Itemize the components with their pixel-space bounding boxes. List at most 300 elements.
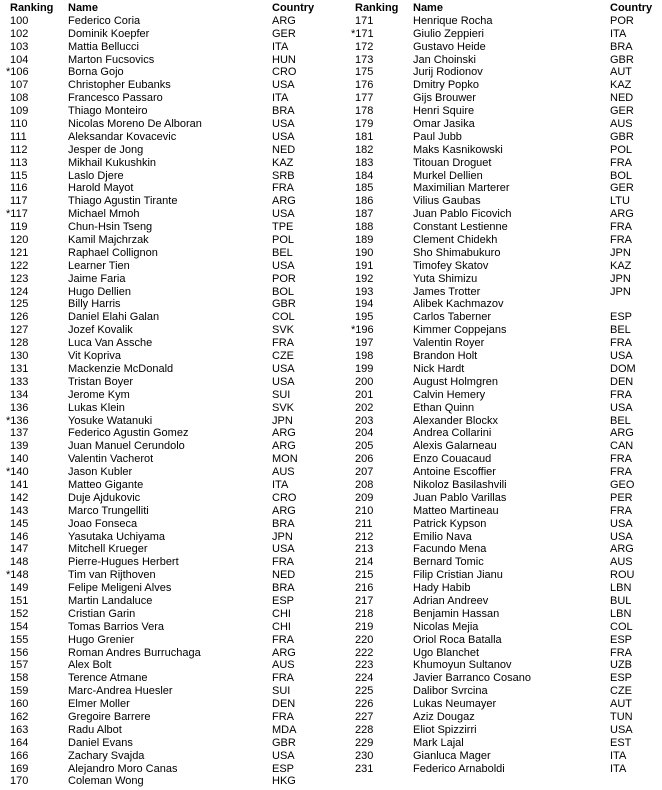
country-cell: GBR: [272, 736, 296, 749]
country-cell: DOM: [610, 362, 636, 375]
ranking-cell: 142: [10, 491, 29, 504]
ranking-cell: 202: [355, 401, 374, 414]
table-row: [10, 479, 326, 492]
table-header-left: [10, 2, 326, 15]
table-row: [10, 363, 326, 376]
country-cell: ESP: [272, 762, 295, 775]
table-row: [10, 170, 326, 183]
name-cell: Gianluca Mager: [413, 749, 491, 762]
country-cell: POR: [272, 272, 296, 285]
name-cell: Eliot Spizzirri: [413, 723, 477, 736]
table-row: [355, 350, 657, 363]
ranking-cell: 134: [10, 388, 29, 401]
country-cell: KAZ: [272, 156, 294, 169]
table-row: [10, 595, 326, 608]
table-row: [355, 543, 657, 556]
name-cell: Daniel Evans: [68, 736, 133, 749]
ranking-cell: 183: [355, 156, 374, 169]
ranking-cell: 158: [10, 672, 29, 685]
name-cell: Hugo Grenier: [68, 633, 135, 646]
ranking-cell: 187: [355, 208, 374, 221]
country-cell: JPN: [272, 530, 293, 543]
table-row: [10, 221, 326, 234]
name-cell: Matteo Gigante: [68, 478, 144, 491]
table-row: [355, 505, 657, 518]
country-cell: ARG: [272, 14, 296, 27]
country-cell: EST: [610, 736, 632, 749]
name-cell: Alibek Kachmazov: [413, 298, 504, 311]
country-cell: POL: [272, 234, 295, 247]
country-cell: SVK: [272, 324, 295, 337]
table-row: [355, 337, 657, 350]
ranking-cell: 177: [355, 92, 374, 105]
name-cell: Luca Van Assche: [68, 337, 153, 350]
name-cell: Aziz Dougaz: [413, 710, 475, 723]
table-row: [355, 66, 657, 79]
name-cell: Harold Mayot: [68, 182, 134, 195]
country-cell: BRA: [272, 517, 295, 530]
table-row: [10, 118, 326, 131]
ranking-cell: 195: [355, 311, 374, 324]
name-cell: Yasutaka Uchiyama: [68, 530, 166, 543]
name-cell: Francesco Passaro: [68, 92, 163, 105]
name-cell: Mikhail Kukushkin: [68, 156, 157, 169]
name-cell: Thiago Monteiro: [68, 105, 148, 118]
name-cell: Kamil Majchrzak: [68, 234, 149, 247]
country-cell: JPN: [610, 272, 631, 285]
name-cell: Matteo Martineau: [413, 504, 499, 517]
name-cell: Gijs Brouwer: [413, 92, 476, 105]
country-cell: ITA: [272, 478, 289, 491]
table-row: [10, 711, 326, 724]
name-cell: Patrick Kypson: [413, 517, 487, 530]
country-cell: USA: [610, 723, 633, 736]
table-row: [351, 27, 657, 41]
country-cell: GBR: [610, 130, 634, 143]
ranking-cell: 160: [10, 698, 29, 711]
table-row: [10, 234, 326, 247]
ranking-cell: 207: [355, 466, 374, 479]
name-cell: Nicolas Moreno De Alboran: [68, 118, 202, 131]
ranking-cell: 116: [10, 182, 28, 195]
table-row: [10, 621, 326, 634]
name-cell: Nikoloz Basilashvili: [413, 478, 507, 491]
table-row: [10, 402, 326, 415]
table-row: [355, 415, 657, 428]
name-cell: Paul Jubb: [413, 130, 462, 143]
ranking-cell: *136: [6, 414, 29, 427]
ranking-cell: 215: [355, 569, 374, 582]
table-row: [355, 170, 657, 183]
table-row: [10, 543, 326, 556]
table-row: [10, 698, 326, 711]
name-cell: Ethan Quinn: [413, 401, 475, 414]
name-cell: Timofey Skatov: [413, 259, 489, 272]
country-cell: CAN: [610, 440, 634, 453]
name-cell: Mark Lajal: [413, 736, 464, 749]
country-cell: USA: [272, 259, 295, 272]
table-row: [355, 118, 657, 131]
country-cell: NED: [272, 143, 296, 156]
name-cell: Hugo Dellien: [68, 285, 131, 298]
table-row: [355, 79, 657, 92]
country-cell: SVK: [272, 401, 295, 414]
country-cell: GER: [610, 105, 634, 118]
table-row: [355, 195, 657, 208]
table-row: [10, 389, 326, 402]
ranking-cell: 154: [10, 620, 29, 633]
name-cell: Dalibor Svrcina: [413, 685, 488, 698]
country-cell: USA: [272, 208, 295, 221]
country-cell: ITA: [272, 40, 289, 53]
country-cell: FRA: [272, 182, 294, 195]
ranking-cell: 147: [10, 543, 29, 556]
name-cell: Ugo Blanchet: [413, 646, 480, 659]
name-cell: Jesper de Jong: [68, 143, 144, 156]
country-cell: FRA: [610, 221, 632, 234]
name-cell: Brandon Holt: [413, 350, 478, 363]
ranking-cell: 143: [10, 504, 29, 517]
name-cell: Alex Bolt: [68, 659, 112, 672]
ranking-cell: 226: [355, 698, 374, 711]
name-cell: Valentin Royer: [413, 337, 485, 350]
table-row: [10, 440, 326, 453]
ranking-cell: 112: [10, 143, 28, 156]
name-cell: Henrique Rocha: [413, 14, 493, 27]
country-cell: FRA: [610, 466, 632, 479]
country-cell: ARG: [272, 427, 296, 440]
name-cell: Carlos Taberner: [413, 311, 492, 324]
ranking-cell: 152: [10, 607, 29, 620]
name-cell: Juan Pablo Ficovich: [413, 208, 512, 221]
ranking-cell: 191: [355, 259, 374, 272]
ranking-cell: 172: [355, 40, 374, 53]
country-cell: JPN: [610, 246, 631, 259]
ranking-cell: 128: [10, 337, 29, 350]
table-row: [355, 54, 657, 67]
ranking-cell: 131: [10, 362, 29, 375]
ranking-cell: 219: [355, 620, 374, 633]
ranking-cell: 130: [10, 350, 29, 363]
country-cell: NED: [610, 92, 634, 105]
ranking-cell: 210: [355, 504, 374, 517]
table-row: [355, 453, 657, 466]
country-column-header: Country: [272, 2, 315, 14]
name-cell: Yuta Shimizu: [413, 272, 478, 285]
name-cell: Hady Habib: [413, 582, 471, 595]
ranking-cell: 211: [355, 517, 373, 530]
table-row: [355, 466, 657, 479]
ranking-cell: 123: [10, 272, 29, 285]
ranking-cell: 188: [355, 221, 374, 234]
country-cell: FRA: [272, 672, 294, 685]
country-cell: ARG: [610, 208, 634, 221]
ranking-cell: 170: [10, 775, 29, 788]
country-cell: USA: [610, 530, 633, 543]
name-cell: Pierre-Hugues Herbert: [68, 556, 179, 569]
table-row: [10, 105, 326, 118]
ranking-cell: 148: [10, 556, 29, 569]
name-cell: Zachary Svajda: [68, 749, 145, 762]
name-cell: Vit Kopriva: [68, 350, 121, 363]
country-cell: CZE: [272, 350, 294, 363]
country-cell: FRA: [610, 388, 632, 401]
name-cell: Alexander Blockx: [413, 414, 498, 427]
ranking-cell: 164: [10, 736, 29, 749]
table-row: [355, 389, 657, 402]
name-cell: Sho Shimabukuro: [413, 246, 501, 259]
table-row: [10, 634, 326, 647]
table-row: [10, 15, 326, 28]
country-cell: CHI: [272, 620, 291, 633]
table-row: [10, 298, 326, 311]
country-cell: BOL: [272, 285, 295, 298]
ranking-cell: 113: [10, 156, 28, 169]
name-cell: Michael Mmoh: [68, 208, 140, 221]
ranking-cell: 162: [10, 710, 29, 723]
name-column-header: Name: [68, 2, 98, 14]
table-row: [10, 92, 326, 105]
table-row: [355, 311, 657, 324]
name-cell: Billy Harris: [68, 298, 121, 311]
ranking-cell: 121: [10, 246, 29, 259]
table-row: [355, 208, 657, 221]
name-cell: Joao Fonseca: [68, 517, 138, 530]
table-row: [355, 595, 657, 608]
name-cell: Marc-Andrea Huesler: [68, 685, 173, 698]
country-cell: ARG: [272, 504, 296, 517]
table-row: [355, 518, 657, 531]
country-cell: AUT: [610, 66, 632, 79]
country-cell: FRA: [610, 504, 632, 517]
country-cell: POL: [610, 143, 633, 156]
name-cell: Elmer Moller: [68, 698, 130, 711]
ranking-cell: *106: [6, 66, 29, 79]
country-cell: USA: [272, 375, 295, 388]
ranking-cell: 125: [10, 298, 29, 311]
table-row: [10, 54, 326, 67]
table-row: [355, 569, 657, 582]
table-row: [10, 324, 326, 337]
country-cell: JPN: [272, 414, 293, 427]
ranking-cell: 115: [10, 169, 28, 182]
table-row: [6, 66, 326, 79]
country-cell: [610, 298, 657, 311]
name-cell: Maks Kasnikowski: [413, 143, 503, 156]
table-row: [10, 531, 326, 544]
table-row: [355, 659, 657, 672]
table-row: [355, 634, 657, 647]
ranking-cell: 126: [10, 311, 29, 324]
name-cell: Javier Barranco Cosano: [413, 672, 532, 685]
table-row: [355, 440, 657, 453]
country-cell: BOL: [610, 169, 633, 182]
country-cell: BEL: [610, 414, 631, 427]
ranking-cell: 201: [355, 388, 374, 401]
name-cell: Murkel Dellien: [413, 169, 483, 182]
ranking-cell: 182: [355, 143, 374, 156]
name-cell: Marton Fucsovics: [68, 53, 155, 66]
ranking-cell: 156: [10, 646, 29, 659]
name-cell: Mackenzie McDonald: [68, 362, 174, 375]
table-row: [10, 41, 326, 54]
ranking-cell: 224: [355, 672, 374, 685]
country-cell: PER: [610, 491, 633, 504]
table-row: [355, 621, 657, 634]
ranking-cell: 223: [355, 659, 374, 672]
table-row: [355, 221, 657, 234]
country-cell: ARG: [610, 427, 634, 440]
country-cell: GEO: [610, 478, 635, 491]
name-cell: Andrea Collarini: [413, 427, 492, 440]
table-body-left: [6, 14, 326, 788]
ranking-cell: 110: [10, 118, 28, 131]
country-cell: ARG: [272, 646, 296, 659]
table-row: [10, 763, 326, 776]
country-cell: SUI: [272, 685, 291, 698]
table-row: [10, 737, 326, 750]
country-cell: USA: [272, 362, 295, 375]
ranking-cell: *117: [6, 208, 28, 221]
rankings-table-left: [6, 2, 326, 788]
name-cell: Kimmer Coppejans: [413, 324, 507, 337]
country-cell: TPE: [272, 221, 294, 234]
table-row: [10, 157, 326, 170]
country-cell: BRA: [610, 40, 633, 53]
table-row: [10, 195, 326, 208]
table-row: [6, 569, 326, 582]
name-cell: Jason Kubler: [68, 466, 133, 479]
name-cell: Jozef Kovalik: [68, 324, 133, 337]
country-cell: ESP: [610, 633, 633, 646]
ranking-cell: 205: [355, 440, 374, 453]
table-row: [355, 105, 657, 118]
table-row: [10, 582, 326, 595]
table-row: [10, 685, 326, 698]
table-row: [355, 763, 657, 776]
table-row: [355, 531, 657, 544]
name-cell: Aleksandar Kovacevic: [68, 130, 177, 143]
table-row: [355, 376, 657, 389]
ranking-cell: 146: [10, 530, 29, 543]
country-cell: HUN: [272, 53, 296, 66]
table-row: [10, 672, 326, 685]
country-cell: LBN: [610, 607, 632, 620]
table-row: [6, 208, 326, 221]
name-cell: Coleman Wong: [68, 775, 144, 788]
ranking-cell: 107: [10, 79, 29, 92]
country-cell: FRA: [272, 337, 294, 350]
table-row: [351, 324, 657, 337]
name-cell: Martin Landaluce: [68, 594, 153, 607]
table-row: [355, 582, 657, 595]
ranking-cell: 155: [10, 633, 29, 646]
table-row: [6, 414, 326, 428]
ranking-cell: 213: [355, 543, 374, 556]
ranking-cell: 145: [10, 517, 29, 530]
country-cell: KAZ: [610, 259, 632, 272]
table-body-right: [351, 14, 657, 776]
table-row: [355, 402, 657, 415]
name-cell: Yosuke Watanuki: [68, 414, 153, 427]
ranking-cell: 179: [355, 118, 374, 131]
country-cell: NED: [272, 569, 296, 582]
ranking-cell: 190: [355, 246, 374, 259]
ranking-cell: 140: [10, 453, 29, 466]
table-row: [10, 337, 326, 350]
table-row: [10, 311, 326, 324]
table-row: [10, 453, 326, 466]
country-cell: BRA: [272, 582, 295, 595]
country-cell: FRA: [272, 710, 294, 723]
country-cell: USA: [272, 118, 295, 131]
name-cell: Gregoire Barrere: [68, 710, 151, 723]
name-cell: Dominik Koepfer: [68, 27, 150, 40]
country-cell: FRA: [610, 646, 632, 659]
country-cell: USA: [610, 517, 633, 530]
table-row: [10, 608, 326, 621]
ranking-cell: *196: [351, 324, 374, 337]
table-row: [355, 479, 657, 492]
country-cell: ARG: [610, 543, 634, 556]
ranking-cell: 109: [10, 105, 29, 118]
country-cell: SRB: [272, 169, 295, 182]
table-row: [355, 724, 657, 737]
name-cell: August Holmgren: [413, 375, 498, 388]
name-cell: Federico Agustin Gomez: [68, 427, 189, 440]
ranking-cell: 169: [10, 762, 29, 775]
name-cell: Oriol Roca Batalla: [413, 633, 502, 646]
name-cell: Calvin Hemery: [413, 388, 486, 401]
table-row: [10, 144, 326, 157]
name-cell: Mattia Bellucci: [68, 40, 139, 53]
country-cell: GER: [610, 182, 634, 195]
name-cell: Juan Pablo Varillas: [413, 491, 507, 504]
table-row: [355, 286, 657, 299]
name-cell: Tristan Boyer: [68, 375, 134, 388]
name-cell: Alexis Galarneau: [413, 440, 497, 453]
table-row: [10, 273, 326, 286]
ranking-cell: 122: [10, 259, 29, 272]
country-cell: FRA: [610, 453, 632, 466]
name-cell: Khumoyun Sultanov: [413, 659, 512, 672]
table-header-right: [355, 2, 657, 15]
ranking-cell: 117: [10, 195, 28, 208]
ranking-cell: 230: [355, 749, 374, 762]
ranking-cell: 194: [355, 298, 374, 311]
ranking-cell: 227: [355, 710, 374, 723]
name-cell: Clement Chidekh: [413, 234, 498, 247]
ranking-cell: 199: [355, 362, 374, 375]
country-cell: KAZ: [610, 79, 632, 92]
country-cell: CRO: [272, 66, 297, 79]
ranking-cell: 186: [355, 195, 374, 208]
table-row: [355, 92, 657, 105]
name-cell: Benjamin Hassan: [413, 607, 500, 620]
table-row: [355, 131, 657, 144]
country-cell: COL: [272, 311, 295, 324]
ranking-cell: 137: [10, 427, 29, 440]
table-row: [10, 260, 326, 273]
country-cell: ITA: [610, 762, 627, 775]
ranking-cell: 119: [10, 221, 28, 234]
table-row: [355, 608, 657, 621]
country-cell: ESP: [610, 672, 633, 685]
table-row: [10, 79, 326, 92]
ranking-cell: 171: [355, 14, 374, 27]
ranking-cell: 151: [10, 594, 29, 607]
country-cell: JPN: [610, 285, 631, 298]
